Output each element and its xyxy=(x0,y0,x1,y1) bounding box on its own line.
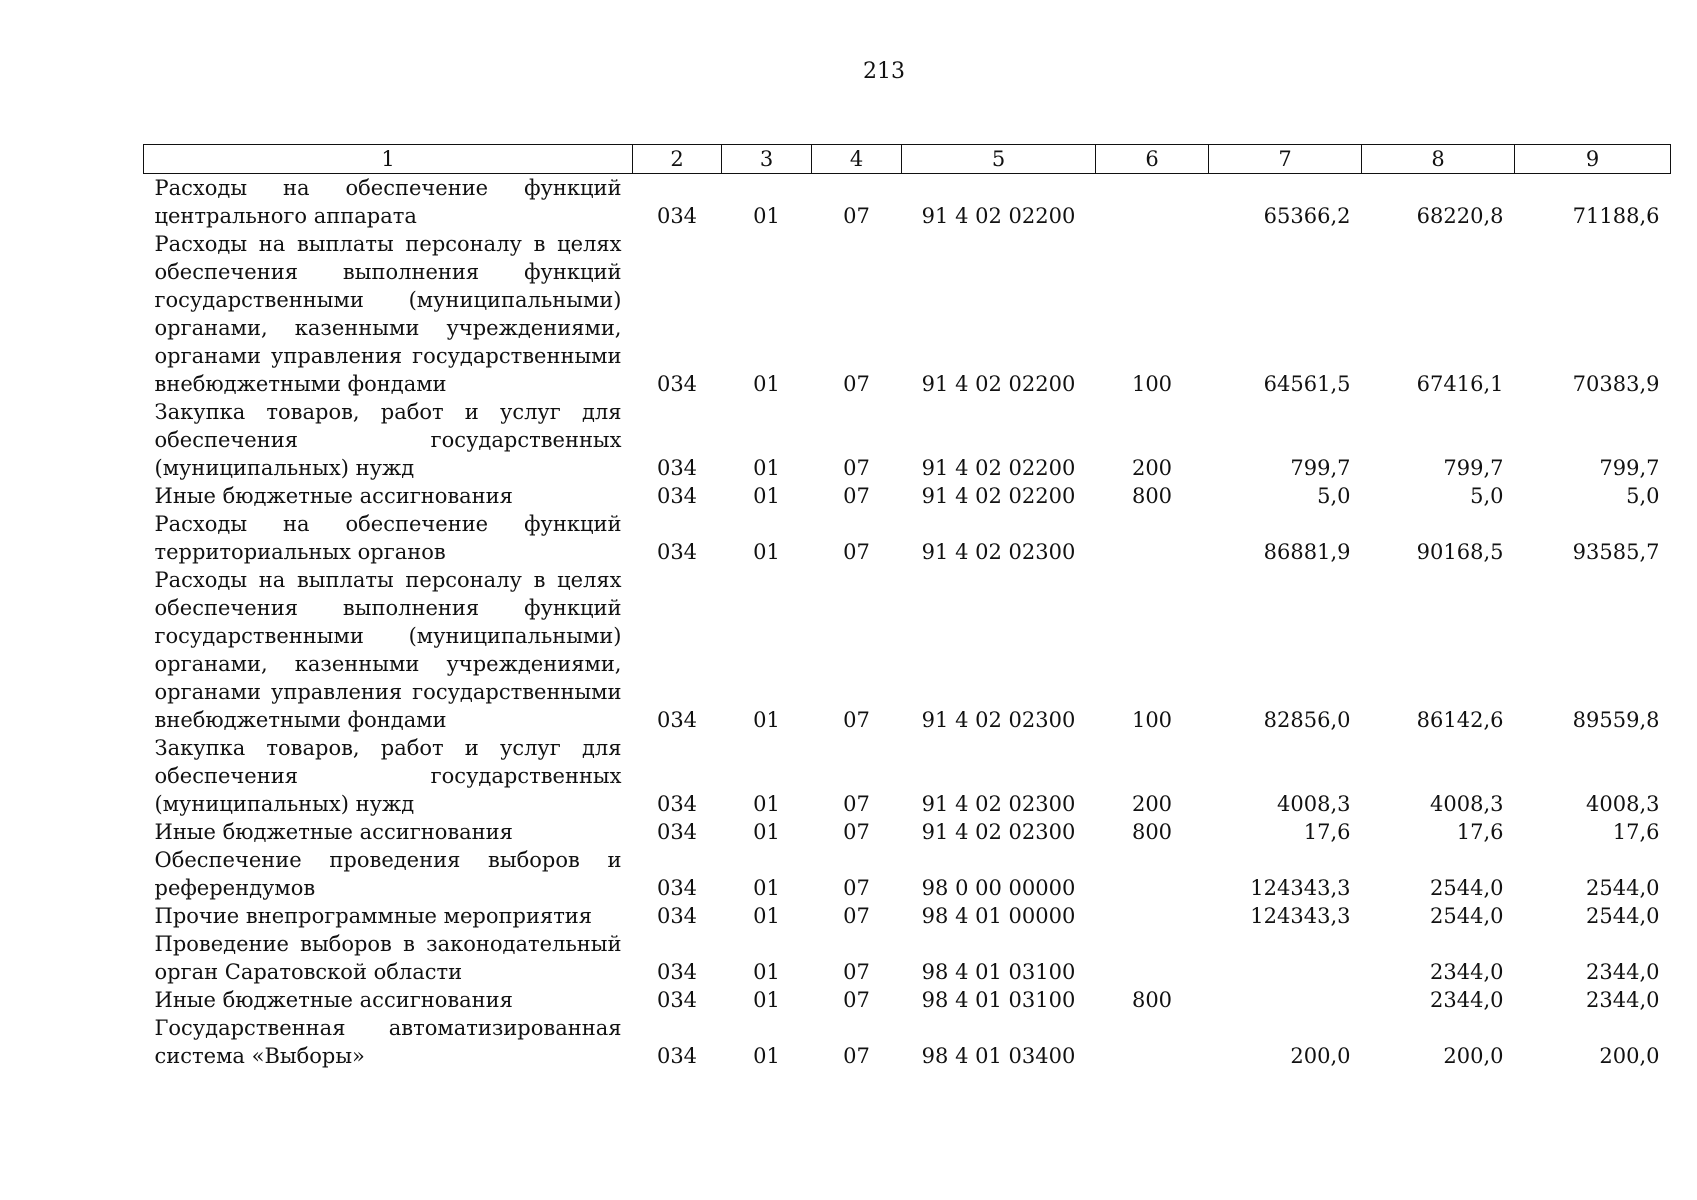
department-code: 034 xyxy=(656,820,698,844)
department-code: 034 xyxy=(656,1044,698,1068)
target-article-code: 98 4 01 00000 xyxy=(921,904,1076,928)
table-row xyxy=(144,846,1671,902)
table-row xyxy=(144,510,1671,566)
amount-col-8: 4008,3 xyxy=(1430,792,1504,816)
subsection-code: 07 xyxy=(843,904,870,928)
amount-col-9: 70383,9 xyxy=(1572,372,1660,396)
table-row xyxy=(144,986,1671,1014)
expense-name: Государственная автоматизированная система «Выборы» xyxy=(154,1016,622,1068)
table-row xyxy=(144,818,1671,846)
table-header xyxy=(144,145,1671,174)
expense-type-code xyxy=(1096,902,1209,930)
expense-name: Иные бюджетные ассигнования xyxy=(154,988,513,1012)
table-row xyxy=(144,930,1671,986)
table-row xyxy=(144,230,1671,398)
department-code: 034 xyxy=(656,204,698,228)
table-row xyxy=(144,1014,1671,1070)
header-col-3: 3 xyxy=(722,145,812,174)
amount-col-8: 2544,0 xyxy=(1430,876,1504,900)
amount-col-9: 200,0 xyxy=(1599,1044,1660,1068)
amount-col-8: 2344,0 xyxy=(1430,960,1504,984)
section-code: 01 xyxy=(753,372,780,396)
department-code: 034 xyxy=(656,960,698,984)
subsection-code: 07 xyxy=(843,372,870,396)
expense-type-code xyxy=(1096,846,1209,902)
table-row xyxy=(144,398,1671,482)
section-code: 01 xyxy=(753,456,780,480)
amount-col-9: 93585,7 xyxy=(1572,540,1660,564)
expense-type-code: 100 xyxy=(1131,372,1173,396)
header-col-8: 8 xyxy=(1362,145,1515,174)
expense-name: Иные бюджетные ассигнования xyxy=(154,820,513,844)
section-code: 01 xyxy=(753,204,780,228)
amount-col-8: 200,0 xyxy=(1443,1044,1504,1068)
amount-col-9: 2344,0 xyxy=(1586,988,1660,1012)
table-row xyxy=(144,566,1671,734)
expense-name: Закупка товаров, работ и услуг для обеспечения государственных (муниципальных) нужд xyxy=(154,736,622,816)
section-code: 01 xyxy=(753,904,780,928)
subsection-code: 07 xyxy=(843,204,870,228)
header-col-9: 9 xyxy=(1515,145,1671,174)
amount-col-9: 2544,0 xyxy=(1586,876,1660,900)
target-article-code: 98 4 01 03400 xyxy=(921,1044,1076,1068)
page-number: 213 xyxy=(863,59,905,84)
amount-col-7: 4008,3 xyxy=(1277,792,1351,816)
target-article-code: 91 4 02 02200 xyxy=(921,484,1076,508)
department-code: 034 xyxy=(656,456,698,480)
amount-col-9: 2344,0 xyxy=(1586,960,1660,984)
amount-col-7 xyxy=(1209,930,1362,986)
target-article-code: 91 4 02 02200 xyxy=(921,456,1076,480)
amount-col-9: 89559,8 xyxy=(1572,708,1660,732)
expense-type-code xyxy=(1096,930,1209,986)
expense-name: Иные бюджетные ассигнования xyxy=(154,484,513,508)
target-article-code: 98 0 00 00000 xyxy=(921,876,1076,900)
amount-col-7: 200,0 xyxy=(1290,1044,1351,1068)
expense-name: Закупка товаров, работ и услуг для обеспечения государственных (муниципальных) нужд xyxy=(154,400,622,480)
amount-col-9: 71188,6 xyxy=(1572,204,1660,228)
target-article-code: 91 4 02 02300 xyxy=(921,708,1076,732)
target-article-code: 91 4 02 02300 xyxy=(921,820,1076,844)
section-code: 01 xyxy=(753,708,780,732)
header-col-7: 7 xyxy=(1209,145,1362,174)
table-row xyxy=(144,482,1671,510)
expense-name: Расходы на обеспечение функций центрального аппарата xyxy=(154,176,622,228)
expense-type-code: 800 xyxy=(1131,484,1173,508)
amount-col-9: 17,6 xyxy=(1612,820,1660,844)
header-col-6: 6 xyxy=(1096,145,1209,174)
department-code: 034 xyxy=(656,988,698,1012)
expense-type-code: 800 xyxy=(1131,988,1173,1012)
expense-type-code: 100 xyxy=(1131,708,1173,732)
expense-type-code xyxy=(1096,510,1209,566)
section-code: 01 xyxy=(753,988,780,1012)
amount-col-8: 17,6 xyxy=(1456,820,1504,844)
section-code: 01 xyxy=(753,484,780,508)
header-col-4: 4 xyxy=(812,145,902,174)
target-article-code: 91 4 02 02300 xyxy=(921,540,1076,564)
department-code: 034 xyxy=(656,372,698,396)
section-code: 01 xyxy=(753,540,780,564)
subsection-code: 07 xyxy=(843,960,870,984)
section-code: 01 xyxy=(753,876,780,900)
expense-type-code xyxy=(1096,174,1209,231)
header-row xyxy=(144,145,1671,174)
section-code: 01 xyxy=(753,1044,780,1068)
amount-col-7 xyxy=(1209,986,1362,1014)
expense-name: Проведение выборов в законодательный орган Саратовской области xyxy=(154,932,622,984)
target-article-code: 91 4 02 02200 xyxy=(921,204,1076,228)
subsection-code: 07 xyxy=(843,1044,870,1068)
subsection-code: 07 xyxy=(843,456,870,480)
expense-name: Обеспечение проведения выборов и референдумов xyxy=(154,848,622,900)
amount-col-8: 799,7 xyxy=(1443,456,1504,480)
subsection-code: 07 xyxy=(843,988,870,1012)
section-code: 01 xyxy=(753,960,780,984)
amount-col-9: 5,0 xyxy=(1626,484,1660,508)
expense-type-code: 200 xyxy=(1131,456,1173,480)
table-body xyxy=(144,174,1671,1071)
expense-name: Расходы на выплаты персоналу в целях обеспечения выполнения функций государственными (муниципальными) органами, казенными учреждениями, органами управления государственными внебюджетными фондами xyxy=(154,568,622,732)
amount-col-8: 2544,0 xyxy=(1430,904,1504,928)
header-col-1: 1 xyxy=(144,145,633,174)
expense-type-code xyxy=(1096,1014,1209,1070)
expense-name: Прочие внепрограммные мероприятия xyxy=(154,904,593,928)
amount-col-7: 82856,0 xyxy=(1263,708,1351,732)
header-col-5: 5 xyxy=(902,145,1096,174)
department-code: 034 xyxy=(656,792,698,816)
amount-col-8: 90168,5 xyxy=(1416,540,1504,564)
amount-col-7: 64561,5 xyxy=(1263,372,1351,396)
subsection-code: 07 xyxy=(843,820,870,844)
amount-col-7: 799,7 xyxy=(1290,456,1351,480)
subsection-code: 07 xyxy=(843,876,870,900)
department-code: 034 xyxy=(656,540,698,564)
target-article-code: 98 4 01 03100 xyxy=(921,960,1076,984)
amount-col-7: 5,0 xyxy=(1317,484,1351,508)
budget-table xyxy=(143,144,1671,1070)
amount-col-9: 799,7 xyxy=(1599,456,1660,480)
target-article-code: 91 4 02 02300 xyxy=(921,792,1076,816)
header-col-2: 2 xyxy=(633,145,722,174)
amount-col-8: 67416,1 xyxy=(1416,372,1504,396)
department-code: 034 xyxy=(656,484,698,508)
expense-name: Расходы на выплаты персоналу в целях обеспечения выполнения функций государственными (муниципальными) органами, казенными учреждениями, органами управления государственными внебюджетными фондами xyxy=(154,232,622,396)
subsection-code: 07 xyxy=(843,484,870,508)
target-article-code: 98 4 01 03100 xyxy=(921,988,1076,1012)
expense-type-code: 200 xyxy=(1131,792,1173,816)
amount-col-8: 5,0 xyxy=(1470,484,1504,508)
subsection-code: 07 xyxy=(843,540,870,564)
table-row xyxy=(144,734,1671,818)
amount-col-8: 68220,8 xyxy=(1416,204,1504,228)
amount-col-7: 124343,3 xyxy=(1250,876,1351,900)
department-code: 034 xyxy=(656,904,698,928)
amount-col-8: 86142,6 xyxy=(1416,708,1504,732)
department-code: 034 xyxy=(656,876,698,900)
amount-col-8: 2344,0 xyxy=(1430,988,1504,1012)
table-row xyxy=(144,902,1671,930)
amount-col-7: 17,6 xyxy=(1303,820,1351,844)
subsection-code: 07 xyxy=(843,708,870,732)
subsection-code: 07 xyxy=(843,792,870,816)
amount-col-7: 86881,9 xyxy=(1263,540,1351,564)
department-code: 034 xyxy=(656,708,698,732)
target-article-code: 91 4 02 02200 xyxy=(921,372,1076,396)
amount-col-9: 2544,0 xyxy=(1586,904,1660,928)
section-code: 01 xyxy=(753,792,780,816)
amount-col-9: 4008,3 xyxy=(1586,792,1660,816)
expense-type-code: 800 xyxy=(1131,820,1173,844)
amount-col-7: 124343,3 xyxy=(1250,904,1351,928)
amount-col-7: 65366,2 xyxy=(1263,204,1351,228)
section-code: 01 xyxy=(753,820,780,844)
expense-name: Расходы на обеспечение функций территориальных органов xyxy=(154,512,622,564)
table-row xyxy=(144,174,1671,231)
